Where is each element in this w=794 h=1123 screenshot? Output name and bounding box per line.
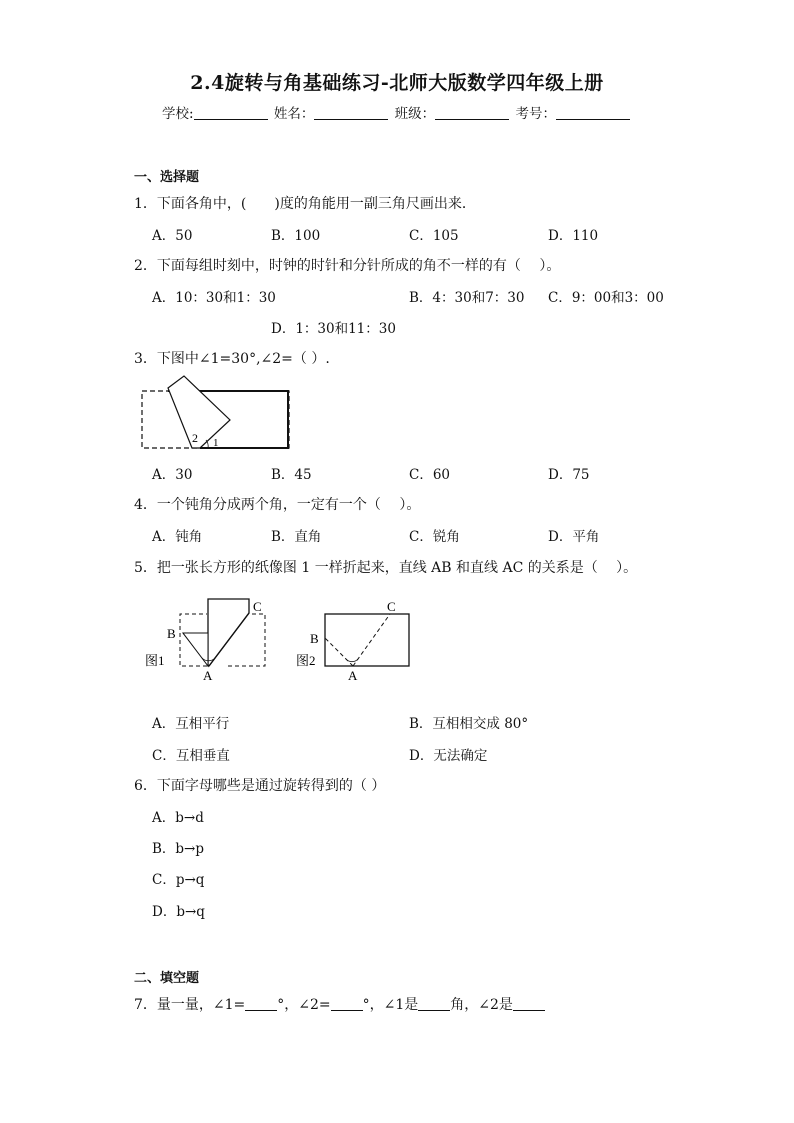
- q1-option-c[interactable]: C．105: [409, 228, 459, 244]
- q7-blank-type1[interactable]: [418, 998, 450, 1011]
- q5-option-a[interactable]: A．互相平行: [152, 716, 230, 732]
- q5-option-b[interactable]: B．互相相交成 80°: [409, 716, 529, 732]
- q5-option-c[interactable]: C．互相垂直: [152, 748, 230, 764]
- fig1-point-b: B: [167, 626, 176, 641]
- q2-option-a[interactable]: A．10：30和1：30: [152, 290, 276, 306]
- fig2-angle-arc: [346, 659, 358, 662]
- q7-part1: 7．量一量，∠1=: [134, 997, 246, 1013]
- q4-stem: 4．一个钝角分成两个角，一定有一个（ ）。: [134, 497, 421, 513]
- q3-angle2-label: 2: [192, 431, 198, 445]
- q7-blank-angle2[interactable]: [331, 998, 363, 1011]
- section-choice-heading: 一、选择题: [134, 170, 200, 185]
- student-info-line: [0, 102, 794, 122]
- q3-option-d[interactable]: D．75: [548, 467, 590, 483]
- fig2-line-AB: [325, 638, 353, 666]
- q2-option-b[interactable]: B．4：30和7：30: [409, 290, 525, 306]
- q6-option-b[interactable]: B．b→p: [152, 841, 205, 857]
- q3-option-b[interactable]: B．45: [271, 467, 312, 483]
- q7-stem: [134, 994, 545, 1014]
- fig2-rectangle: [325, 614, 409, 666]
- q3-folded-paper-figure: [140, 372, 295, 452]
- fig1-point-a: A: [203, 668, 213, 683]
- section-fill-heading: 二、填空题: [134, 971, 200, 986]
- fig2-line-AC: [353, 614, 390, 666]
- q2-stem: 2．下面每组时刻中，时钟的时针和分针所成的角不一样的有（ ）。: [134, 258, 561, 274]
- q4-option-d[interactable]: D．平角: [548, 529, 600, 545]
- q6-option-c[interactable]: C．p→q: [152, 872, 205, 888]
- exam-no-blank[interactable]: [556, 106, 630, 120]
- q4-option-c[interactable]: C．锐角: [409, 529, 460, 545]
- q2-option-c[interactable]: C．9：00和3：00: [548, 290, 664, 306]
- name-label: 姓名：: [273, 106, 315, 122]
- q3-option-c[interactable]: C．60: [409, 467, 451, 483]
- page-title: 2.4旋转与角基础练习-北师大版数学四年级上册: [190, 72, 604, 94]
- fig1-left-flap: [183, 633, 208, 666]
- q7-blank-angle1[interactable]: [245, 998, 277, 1011]
- q1-stem: 1．下面各角中，( )度的角能用一副三角尺画出来．: [134, 196, 476, 212]
- q1-option-b[interactable]: B．100: [271, 228, 321, 244]
- q3-option-a[interactable]: A．30: [152, 467, 193, 483]
- school-label: 学校:: [162, 106, 194, 122]
- q4-option-a[interactable]: A．钝角: [152, 529, 203, 545]
- class-label: 班级：: [394, 106, 436, 122]
- q3-folded-flap: [168, 376, 230, 448]
- class-blank[interactable]: [435, 106, 509, 120]
- fig2-point-a: A: [348, 668, 358, 683]
- q5-figure-1: [145, 595, 275, 683]
- q5-option-d[interactable]: D．无法确定: [409, 748, 488, 764]
- fig2-point-b: B: [310, 631, 319, 646]
- q7-part4: 角，∠2是: [450, 997, 513, 1013]
- fig2-point-c: C: [387, 599, 396, 614]
- fig1-point-c: C: [253, 599, 262, 614]
- q5-figure-2: [293, 595, 418, 683]
- exam-no-label: 考号：: [515, 106, 556, 122]
- q4-option-b[interactable]: B．直角: [271, 529, 322, 545]
- school-blank[interactable]: [194, 106, 268, 120]
- q6-option-d[interactable]: D．b→q: [152, 904, 205, 920]
- q3-angle1-label: 1: [213, 437, 219, 449]
- q6-stem: 6．下面字母哪些是通过旋转得到的（ ）: [134, 778, 386, 794]
- fig1-folded-strip: [208, 599, 249, 666]
- q7-part3: °，∠1是: [362, 997, 419, 1013]
- q3-stem: 3．下图中∠1=30°,∠2=（ ）.: [134, 351, 330, 367]
- q1-option-a[interactable]: A．50: [152, 228, 193, 244]
- fig2-caption: 图2: [296, 653, 316, 668]
- q1-option-d[interactable]: D．110: [548, 228, 599, 244]
- name-blank[interactable]: [314, 106, 388, 120]
- q7-blank-type2[interactable]: [513, 998, 545, 1011]
- fig1-caption: 图1: [145, 653, 165, 668]
- q7-part2: °，∠2=: [277, 997, 331, 1013]
- q5-stem: 5．把一张长方形的纸像图 1 一样折起来，直线 AB 和直线 AC 的关系是（ ）。: [134, 560, 638, 576]
- q2-option-d[interactable]: D．1：30和11：30: [271, 321, 396, 337]
- q6-option-a[interactable]: A．b→d: [152, 810, 204, 826]
